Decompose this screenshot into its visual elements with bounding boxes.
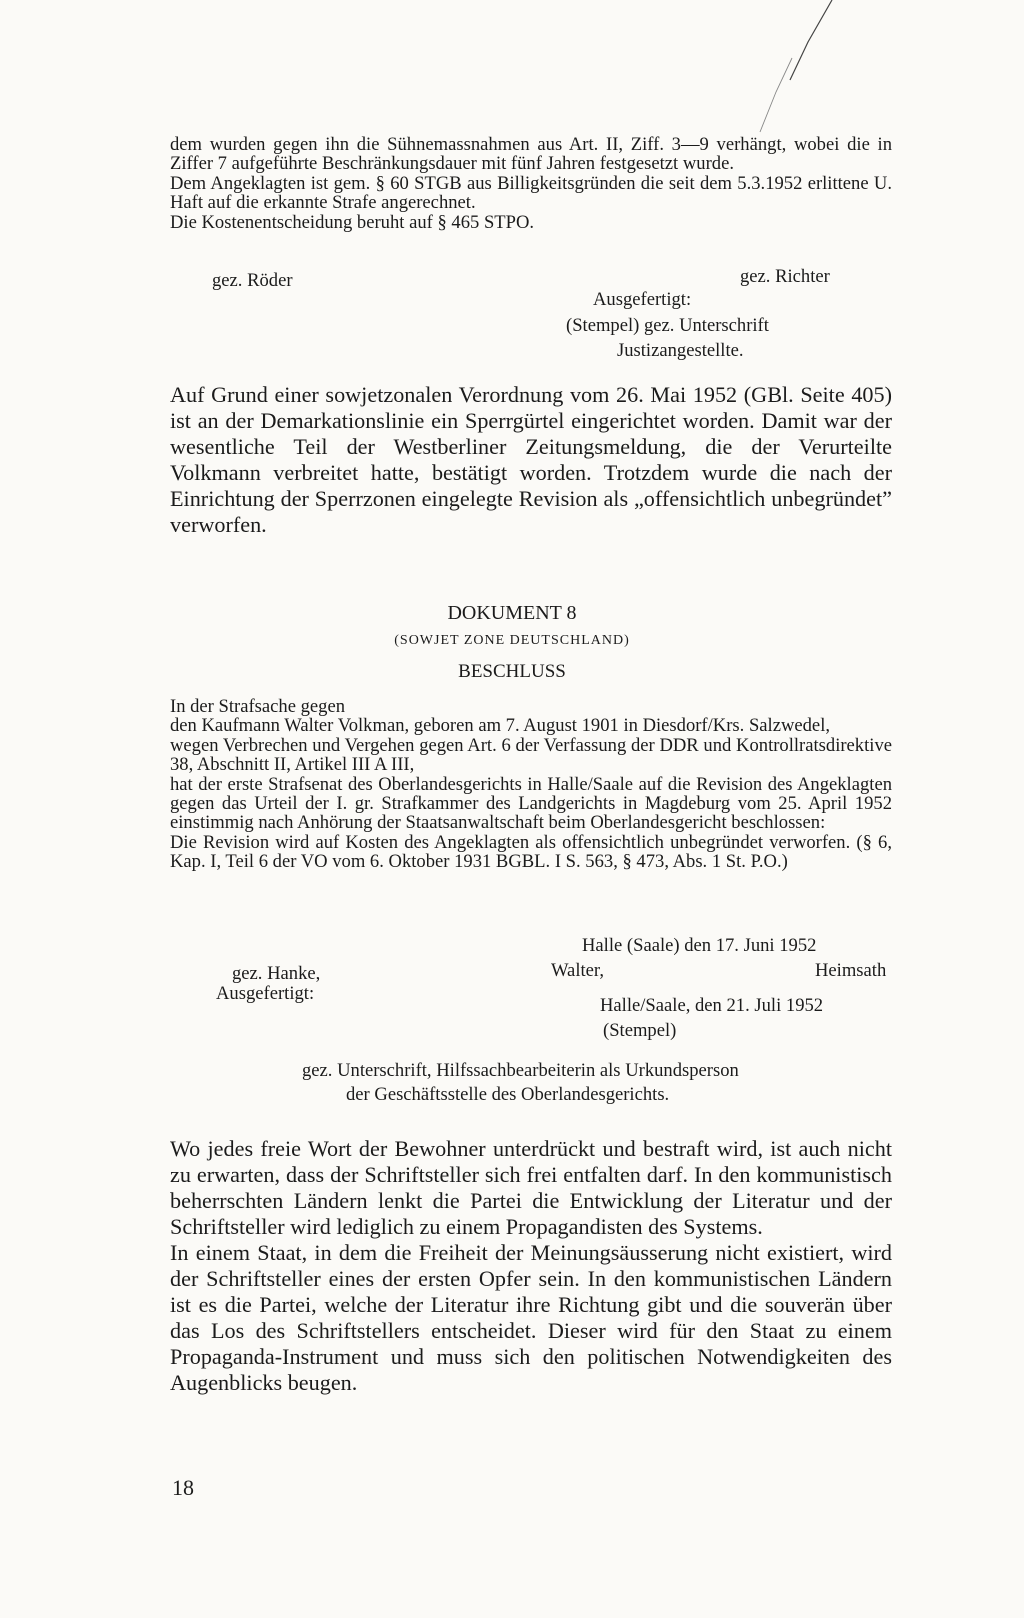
signature-hanke: gez. Hanke, <box>232 963 321 984</box>
paragraph: wegen Verbrechen und Vergehen gegen Art. 6 der Verfassung der DDR und Kontrollratsdirektive 38, Abschnitt II, Artikel III A III, <box>170 734 892 776</box>
paragraph: Wo jedes freie Wort der Bewohner unterdrückt und bestraft wird, ist auch nicht zu erwarten, dass der Schriftsteller sich frei entfalten darf. In den kommunistisch beherrschten Ländern lenkt die Partei die Entwicklung der Literatur und der Schriftsteller wird lediglich zu einem Propagandisten des Systems. <box>170 1136 892 1239</box>
date-halle-july: Halle/Saale, den 21. Juli 1952 <box>600 995 824 1016</box>
paragraph: den Kaufmann Walter Volkman, geboren am 7. August 1901 in Diesdorf/Krs. Salzwedel, <box>170 715 831 737</box>
certification-line-1: gez. Unterschrift, Hilfssachbearbeiterin als Urkundsperson <box>302 1060 739 1081</box>
stamp-signature-line: (Stempel) gez. Unterschrift <box>566 315 769 336</box>
closing-commentary <box>170 1136 892 1396</box>
signature-walter: Walter, <box>551 960 604 981</box>
signature-heimsath: Heimsath <box>815 960 887 981</box>
commentary-paragraph: Auf Grund einer sowjetzonalen Verordnung vom 26. Mai 1952 (GBl. Seite 405) ist an der Demarkationslinie ein Sperrgürtel eingerichtet worden. Damit war der wesentliche Teil der Westberliner Zeitungsmeldung, die der Verurteilte Volkmann verbreitet hatte, bestätigt worden. Trotzdem wurde die nach der Einrichtung der Sperrzonen eingelegte Revision als „offensichtlich unbegründet” verworfen. <box>170 382 892 537</box>
certification-line-2: der Geschäftsstelle des Oberlandesgerichts. <box>346 1084 670 1105</box>
judgment-text-continuation <box>170 135 892 232</box>
paragraph: dem wurden gegen ihn die Sühnemassnahmen aus Art. II, Ziff. 3—9 verhängt, wobei die in Ziffer 7 aufgeführte Beschränkungsdauer mit fünf Jahren festgesetzt wurde. <box>170 134 892 175</box>
ausgefertigt-label: Ausgefertigt: <box>216 983 315 1004</box>
paragraph: Die Revision wird auf Kosten des Angeklagten als offensichtlich unbegründet verworfen. (§ 6, Kap. I, Teil 6 der VO vom 6. Oktober 1931 BGBL. I S. 563, § 473, Abs. 1 St. P.O.) <box>170 831 892 873</box>
document-title: DOKUMENT 8 <box>447 602 577 624</box>
document-heading: BESCHLUSS <box>458 661 566 682</box>
paragraph: In der Strafsache gegen <box>170 696 346 717</box>
signature-richter: gez. Richter <box>740 266 830 287</box>
paragraph: Dem Angeklagten ist gem. § 60 STGB aus Billigkeitsgründen die seit dem 5.3.1952 erlittene U. Haft auf die erkannte Strafe angerechnet. <box>170 172 892 214</box>
document-subtitle: (SOWJET ZONE DEUTSCHLAND) <box>394 633 630 648</box>
date-halle-june: Halle (Saale) den 17. Juni 1952 <box>582 935 817 956</box>
paragraph: In einem Staat, in dem die Freiheit der Meinungsäusserung nicht existiert, wird der Schriftsteller eines der ersten Opfer sein. In den kommunistischen Ländern ist es die Partei, welche der Literatur ihre Richtung gibt und die souverän über das Los des Schriftstellers entscheidet. Dieser wird für den Staat zu einem Propaganda-Instrument und muss sich den politischen Notwendigkeiten des Augenblicks beugen. <box>170 1240 892 1395</box>
ausgefertigt-label: Ausgefertigt: <box>593 289 692 310</box>
signature-roeder: gez. Röder <box>212 270 293 291</box>
page-number: 18 <box>172 1475 194 1500</box>
signer-role: Justizangestellte. <box>617 340 744 361</box>
stamp-label: (Stempel) <box>603 1020 677 1041</box>
paragraph: hat der erste Strafsenat des Oberlandesgerichts in Halle/Saale auf die Revision des Angeklagten gegen das Urteil der I. gr. Strafkammer des Landgerichts in Magdeburg vom 25. April 1952 einstimmig nach Anhörung der Staatsanwaltschaft beim Oberlandesgericht beschlossen: <box>170 773 892 834</box>
paragraph: Die Kostenentscheidung beruht auf § 465 STPO. <box>170 211 535 233</box>
beschluss-text <box>170 697 892 872</box>
